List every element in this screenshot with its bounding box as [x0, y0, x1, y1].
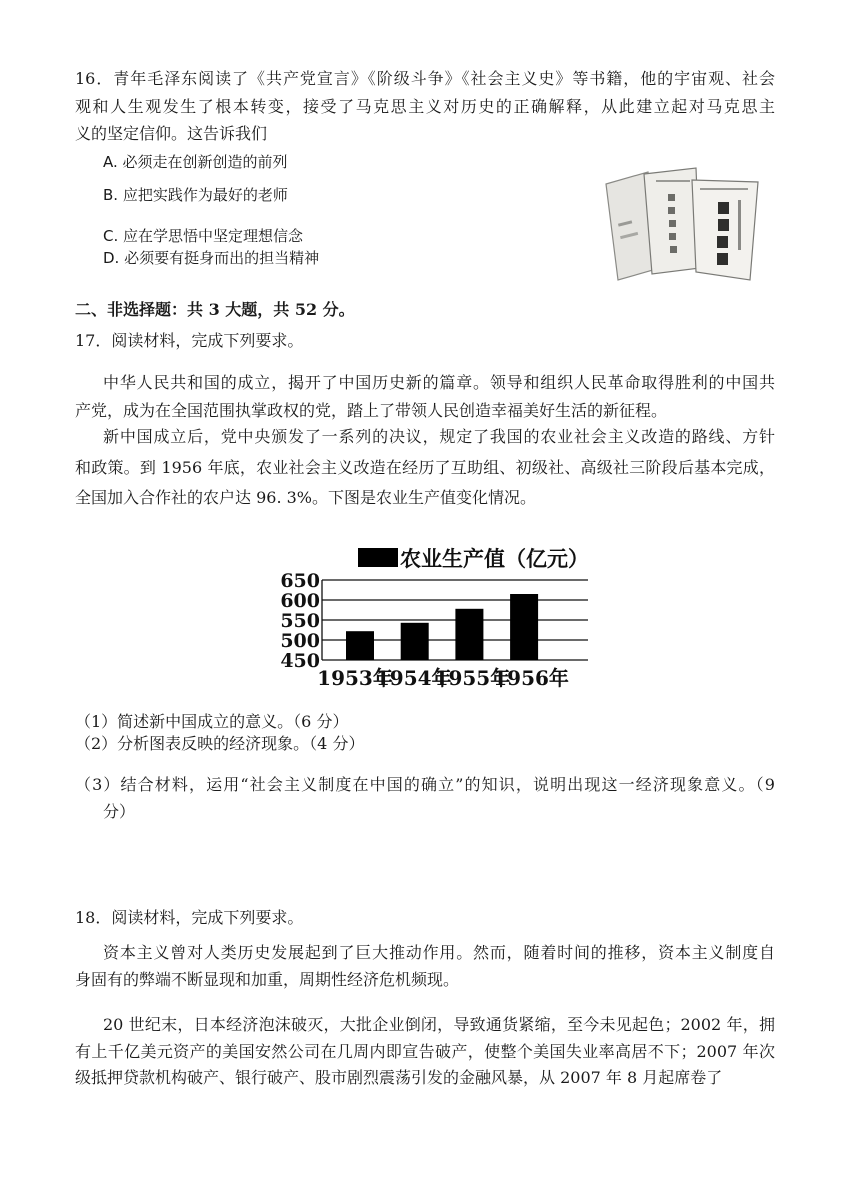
q16-option-b: B. 应把实践作为最好的老师: [103, 186, 288, 204]
q17-material-line-2: 产党，成为在全国范围执掌政权的党，踏上了带领人民创造幸福美好生活的新征程。: [75, 401, 668, 420]
q17-material-line-5: 全国加入合作社的农户达 96. 3%。下图是农业生产值变化情况。: [75, 488, 537, 507]
agri-output-bar-chart: [260, 538, 600, 693]
chart-y-tick-label: 650: [280, 570, 320, 592]
chart-bar: [455, 609, 483, 660]
q16-stem-line-3: 义的坚定信仰。这告诉我们: [75, 124, 268, 143]
q16-stem-line-1: 16．青年毛泽东阅读了《共产党宣言》《阶级斗争》《社会主义史》等书籍，他的宇宙观、社会: [75, 69, 775, 88]
q17-material-line-4: 和政策。到 1956 年底，农业社会主义改造在经历了互助组、初级社、高级社三阶段后基本完成，: [75, 458, 775, 477]
q16-option-a: A. 必须走在创新创造的前列: [103, 153, 288, 171]
chart-legend-label: 农业生产值（亿元）: [400, 546, 589, 571]
chart-x-category-label: 1955年: [434, 666, 511, 690]
q18-material-line-2: 身固有的弊端不断显现和加重，周期性经济危机频现。: [75, 970, 460, 989]
q17-question-3: （3）结合材料，运用“社会主义制度在中国的确立”的知识，说明出现这一经济现象意义。（9: [75, 775, 775, 794]
chart-plot-area: [280, 570, 588, 690]
chart-y-tick-label: 450: [280, 650, 320, 672]
chart-y-tick-label: 500: [280, 630, 320, 652]
q17-question-1: （1）简述新中国成立的意义。（6 分）: [75, 712, 349, 731]
chart-bar: [346, 631, 374, 660]
chart-x-category-label: 1954年: [375, 666, 452, 690]
q16-option-d: D. 必须要有挺身而出的担当精神: [103, 249, 320, 267]
chart-bar: [510, 594, 538, 660]
q17-stem: 17．阅读材料，完成下列要求。: [75, 331, 304, 350]
books-photo: [600, 160, 765, 285]
q18-material-line-4: 有上千亿美元资产的美国安然公司在几周内即宣告破产，使整个美国失业率高居不下；2007 年次: [75, 1042, 775, 1061]
chart-y-tick-label: 550: [280, 610, 320, 632]
chart-y-tick-label: 600: [280, 590, 320, 612]
q17-material-line-3: 新中国成立后，党中央颁发了一系列的决议，规定了我国的农业社会主义改造的路线、方针: [103, 427, 775, 446]
q17-question-2: （2）分析图表反映的经济现象。（4 分）: [75, 734, 365, 753]
chart-x-category-label: 1953年: [317, 666, 393, 690]
q17-material-line-1: 中华人民共和国的成立，揭开了中国历史新的篇章。领导和组织人民革命取得胜利的中国共: [103, 373, 775, 392]
chart-x-category-label: 1956年: [493, 666, 569, 690]
q16-option-c: C. 应在学思悟中坚定理想信念: [103, 227, 304, 245]
chart-legend-swatch: [358, 548, 398, 567]
q18-stem: 18．阅读材料，完成下列要求。: [75, 908, 304, 927]
section-2-heading: 二、非选择题：共 3 大题，共 52 分。: [75, 300, 355, 319]
chart-bar: [401, 623, 429, 660]
q18-material-line-1: 资本主义曾对人类历史发展起到了巨大推动作用。然而，随着时间的推移，资本主义制度自: [103, 943, 775, 962]
q16-stem-line-2: 观和人生观发生了根本转变，接受了马克思主义对历史的正确解释，从此建立起对马克思主: [75, 97, 775, 116]
q18-material-line-5: 级抵押贷款机构破产、银行破产、股市剧烈震荡引发的金融风暴，从 2007 年 8 月起席卷了: [75, 1068, 723, 1087]
q18-material-line-3: 20 世纪末，日本经济泡沫破灭，大批企业倒闭，导致通货紧缩，至今未见起色；2002 年，拥: [103, 1015, 775, 1034]
q17-question-3-continued: 分）: [103, 802, 136, 821]
